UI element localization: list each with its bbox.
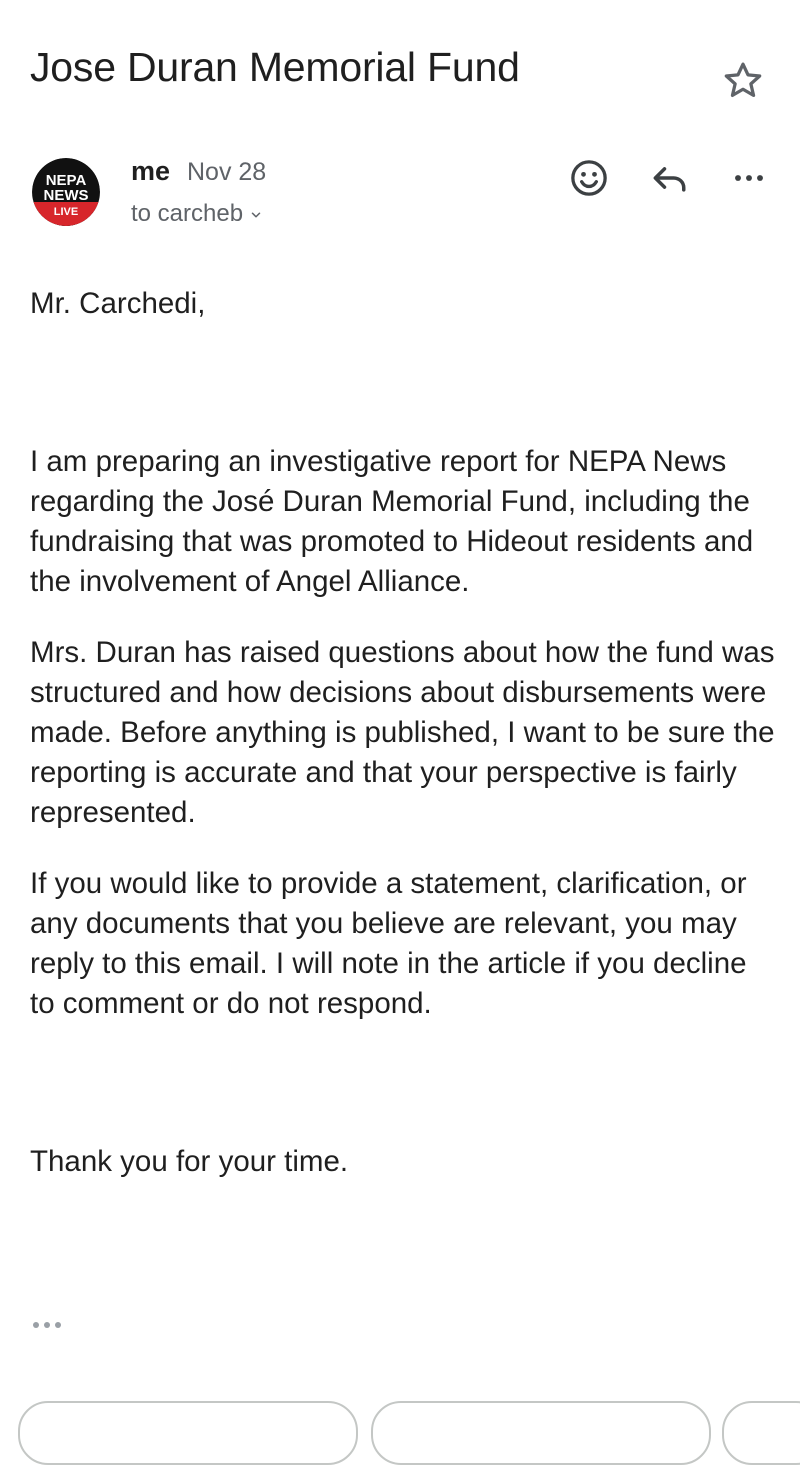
paragraph-3: If you would like to provide a statement, clarification, or any documents that you believe are relevant, you may reply to this email. I will note in the article if you decline to comment or do not respond. [30,867,747,1020]
ellipsis-icon[interactable] [28,1310,68,1340]
reply-chip[interactable] [18,1401,358,1465]
closing: Thank you for your time. [30,1145,349,1178]
more-icon[interactable] [727,156,771,200]
paragraph-1: I am preparing an investigative report for NEPA News regarding the José Duran Memorial Fund, including the fundraising that was promoted to Hideout residents and the involvement of Angel Alliance. [30,445,754,598]
emoji-icon[interactable] [567,156,611,200]
reply-icon[interactable] [648,156,692,200]
recipient-toggle[interactable] [131,200,263,228]
react-chip[interactable] [722,1401,800,1465]
greeting: Mr. Carchedi, [30,287,206,320]
paragraph-2: Mrs. Duran has raised questions about how the fund was structured and how decisions about disbursements were made. Before anything is published, I want to be sure the reporting is accurate and that your perspective is fairly represented. [30,636,775,829]
avatar-line2: NEWS [43,187,89,204]
sender-name: me [131,156,171,186]
avatar-line1: NEPA [45,172,87,189]
recipient-label: to carcheb [131,200,244,227]
email-body [30,284,775,1182]
email-subject: Jose Duran Memorial Fund [30,44,520,90]
email-date: Nov 28 [187,158,267,186]
chevron-down-icon [249,208,263,222]
forward-chip[interactable] [371,1401,711,1465]
avatar[interactable] [32,158,100,226]
avatar-line3: LIVE [53,206,79,218]
star-icon[interactable] [720,58,766,104]
